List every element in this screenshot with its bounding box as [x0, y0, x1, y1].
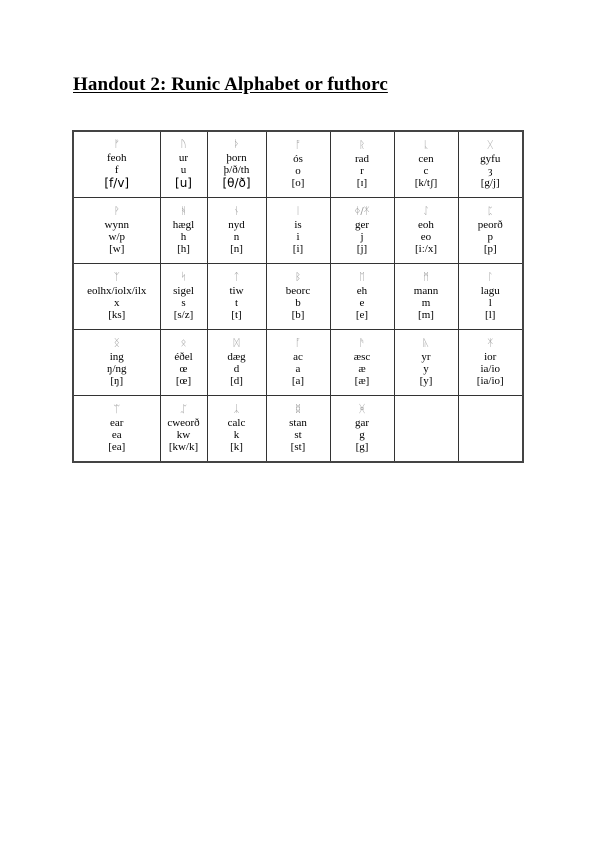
rune-letter: f [114, 164, 119, 176]
rune-name: hægl [172, 219, 195, 231]
rune-ipa: [ea] [108, 441, 126, 453]
rune-name: éðel [174, 351, 193, 363]
rune-name: ac [293, 351, 303, 363]
rune-glyph-icon: ᛒ [295, 272, 301, 283]
rune-ipa: [h] [177, 243, 190, 255]
rune-ipa: [æ] [354, 375, 370, 387]
rune-cell [160, 131, 207, 198]
rune-letter: x [114, 297, 120, 309]
table-row [73, 131, 523, 198]
rune-name: ior [484, 351, 497, 363]
rune-glyph-icon: ᛉ [113, 272, 120, 283]
rune-glyph-icon: ᛄ/ᛡ [354, 206, 370, 217]
rune-cell [394, 131, 458, 198]
rune-glyph-icon: ᛚ [487, 272, 494, 283]
rune-letter: h [180, 231, 187, 243]
rune-letter: ŋ/ng [107, 363, 127, 375]
rune-letter: t [234, 297, 239, 309]
rune-letter: j [360, 231, 364, 243]
rune-glyph-icon: ᚢ [180, 139, 187, 150]
rune-ipa: [k/tʃ] [414, 177, 438, 189]
rune-name: lagu [480, 285, 500, 297]
rune-cell [73, 131, 160, 198]
rune-ipa: [u] [175, 176, 192, 190]
rune-name: feoh [106, 152, 127, 164]
rune-cell [160, 330, 207, 396]
rune-name: mann [413, 285, 439, 297]
rune-ipa: [k] [230, 441, 243, 453]
rune-ipa: [n] [230, 243, 243, 255]
table-row [73, 330, 523, 396]
rune-cell [207, 131, 266, 198]
rune-glyph-icon: ᛥ [295, 404, 301, 415]
rune-letter: st [294, 429, 302, 441]
rune-ipa: [e] [355, 309, 369, 321]
rune-ipa: [j] [356, 243, 368, 255]
rune-cell [266, 330, 330, 396]
rune-letter: þ/ð/th [223, 164, 250, 176]
rune-cell [458, 198, 523, 264]
rune-name: cweorð [167, 417, 200, 429]
rune-name: eh [356, 285, 368, 297]
rune-name: eolhx/iolx/ilx [87, 285, 147, 297]
rune-name: yr [421, 351, 431, 363]
rune-ipa: [kw/k] [168, 441, 199, 453]
rune-name: gyfu [480, 153, 501, 165]
rune-cell [207, 264, 266, 330]
rune-ipa: [w] [109, 243, 125, 255]
rune-glyph-icon: ᛟ [180, 338, 187, 349]
rune-name: ing [109, 351, 124, 363]
rune-letter: œ [179, 363, 188, 375]
rune-glyph-icon: ᛈ [487, 206, 494, 217]
rune-cell [207, 396, 266, 463]
rune-ipa: [l] [485, 309, 496, 321]
rune-glyph-icon: ᚪ [295, 338, 301, 349]
rune-glyph-icon: ᚠ [113, 139, 120, 150]
rune-cell [330, 396, 394, 463]
table-row [73, 264, 523, 330]
rune-name: gar [354, 417, 370, 429]
table-row [73, 396, 523, 463]
rune-cell [73, 330, 160, 396]
rune-name: wynn [104, 219, 129, 231]
empty-cell [394, 396, 458, 463]
rune-glyph-icon: ᚹ [113, 206, 120, 217]
rune-letter: y [423, 363, 429, 375]
rune-glyph-icon: ᛞ [233, 338, 240, 349]
rune-letter: g [359, 429, 365, 441]
rune-ipa: [a] [291, 375, 305, 387]
rune-glyph-icon: ᚣ [423, 338, 429, 349]
rune-ipa: [iː/x] [415, 243, 437, 255]
rune-cell [394, 330, 458, 396]
rune-cell [330, 264, 394, 330]
rune-ipa: [d] [230, 375, 243, 387]
rune-glyph-icon: ᚷ [487, 140, 494, 151]
rune-ipa: [œ] [175, 375, 192, 387]
rune-ipa: [b] [291, 309, 305, 321]
rune-cell [266, 396, 330, 463]
rune-name: tiw [229, 285, 244, 297]
rune-name: ur [178, 152, 189, 164]
rune-ipa: [i] [292, 243, 304, 255]
rune-name: dæg [227, 351, 246, 363]
rune-ipa: [p] [483, 243, 497, 255]
rune-cell [266, 198, 330, 264]
rune-glyph-icon: ᚸ [359, 404, 365, 415]
rune-letter: b [295, 297, 301, 309]
rune-cell [160, 198, 207, 264]
rune-name: eoh [418, 219, 434, 231]
rune-ipa: [s/z] [173, 309, 194, 321]
rune-name: æsc [353, 351, 371, 363]
rune-glyph-icon: ᛝ [113, 338, 120, 349]
rune-glyph-icon: ᚾ [233, 206, 240, 217]
rune-ipa: [t] [231, 309, 242, 321]
rune-ipa: [f/v] [104, 176, 130, 190]
rune-letter: ia/io [480, 363, 501, 375]
rune-name: þorn [226, 152, 247, 164]
rune-name: calc [227, 417, 246, 429]
rune-letter: æ [358, 363, 366, 375]
rune-name: nyd [228, 219, 245, 231]
rune-letter: d [233, 363, 240, 375]
rune-ipa: [o] [291, 177, 305, 189]
rune-glyph-icon: ᛡ [487, 338, 494, 349]
rune-cell [160, 264, 207, 330]
rune-letter: o [295, 165, 301, 177]
rune-name: ear [110, 417, 124, 429]
rune-ipa: [st] [290, 441, 306, 453]
rune-name: is [294, 219, 302, 231]
rune-name: sigel [173, 285, 194, 297]
rune-name: rad [354, 153, 370, 165]
rune-letter: a [295, 363, 301, 375]
rune-cell [207, 198, 266, 264]
futhorc-table [72, 130, 524, 463]
rune-glyph-icon: ᛣ [233, 404, 240, 415]
rune-glyph-icon: ᚱ [359, 140, 365, 151]
rune-glyph-icon: ᛏ [233, 272, 240, 283]
rune-letter: ea [111, 429, 122, 441]
rune-cell [207, 330, 266, 396]
rune-letter: s [181, 297, 186, 309]
rune-cell [160, 396, 207, 463]
rune-glyph-icon: ᚦ [233, 139, 240, 150]
rune-letter: w/p [108, 231, 125, 243]
rune-ipa: [ks] [108, 309, 126, 321]
rune-cell [458, 264, 523, 330]
rune-name: beorc [285, 285, 311, 297]
rune-ipa: [ia/io] [476, 375, 504, 387]
table-row [73, 198, 523, 264]
rune-letter: m [421, 297, 431, 309]
rune-letter: l [488, 297, 492, 309]
rune-cell [330, 131, 394, 198]
page-title: Handout 2: Runic Alphabet or futhorc [73, 74, 388, 95]
rune-letter: r [360, 165, 364, 177]
rune-cell [394, 264, 458, 330]
rune-cell [458, 131, 523, 198]
rune-cell [73, 198, 160, 264]
rune-cell [266, 131, 330, 198]
rune-cell [330, 198, 394, 264]
rune-glyph-icon: ᛇ [423, 206, 429, 217]
rune-letter: k [233, 429, 240, 441]
rune-glyph-icon: ᛋ [180, 272, 187, 283]
rune-ipa: [g] [355, 441, 369, 453]
rune-letter: u [180, 164, 187, 176]
rune-letter: c [423, 165, 429, 177]
rune-glyph-icon: ᛖ [359, 272, 365, 283]
rune-glyph-icon: ᛗ [423, 272, 429, 283]
rune-cell [394, 198, 458, 264]
rune-name: ós [293, 153, 303, 165]
rune-name: cen [418, 153, 434, 165]
rune-ipa: [g/j] [480, 177, 500, 189]
rune-letter: kw [176, 429, 191, 441]
rune-ipa: [m] [418, 309, 434, 321]
rune-glyph-icon: ᛢ [180, 404, 187, 415]
rune-glyph-icon: ᚩ [295, 140, 301, 151]
rune-letter: n [233, 231, 240, 243]
rune-name: stan [289, 417, 307, 429]
rune-cell [73, 264, 160, 330]
rune-glyph-icon: ᛠ [113, 404, 120, 415]
rune-cell [330, 330, 394, 396]
rune-letter: i [296, 231, 300, 243]
rune-cell [458, 330, 523, 396]
rune-ipa: [ɪ] [356, 177, 368, 189]
rune-name: ger [354, 219, 370, 231]
rune-glyph-icon: ᛁ [295, 206, 301, 217]
empty-cell [458, 396, 523, 463]
rune-ipa: [θ/ð] [222, 176, 251, 190]
rune-glyph-icon: ᚫ [359, 338, 365, 349]
rune-cell [73, 396, 160, 463]
rune-name: peorð [477, 219, 503, 231]
rune-letter: eo [420, 231, 432, 243]
rune-cell [266, 264, 330, 330]
rune-glyph-icon: ᚳ [423, 140, 429, 151]
rune-letter: ȝ [488, 165, 493, 177]
rune-ipa: [y] [419, 375, 433, 387]
rune-letter: e [359, 297, 365, 309]
rune-ipa: [ŋ] [110, 375, 124, 387]
rune-glyph-icon: ᚻ [180, 206, 187, 217]
rune-letter: p [487, 231, 493, 243]
